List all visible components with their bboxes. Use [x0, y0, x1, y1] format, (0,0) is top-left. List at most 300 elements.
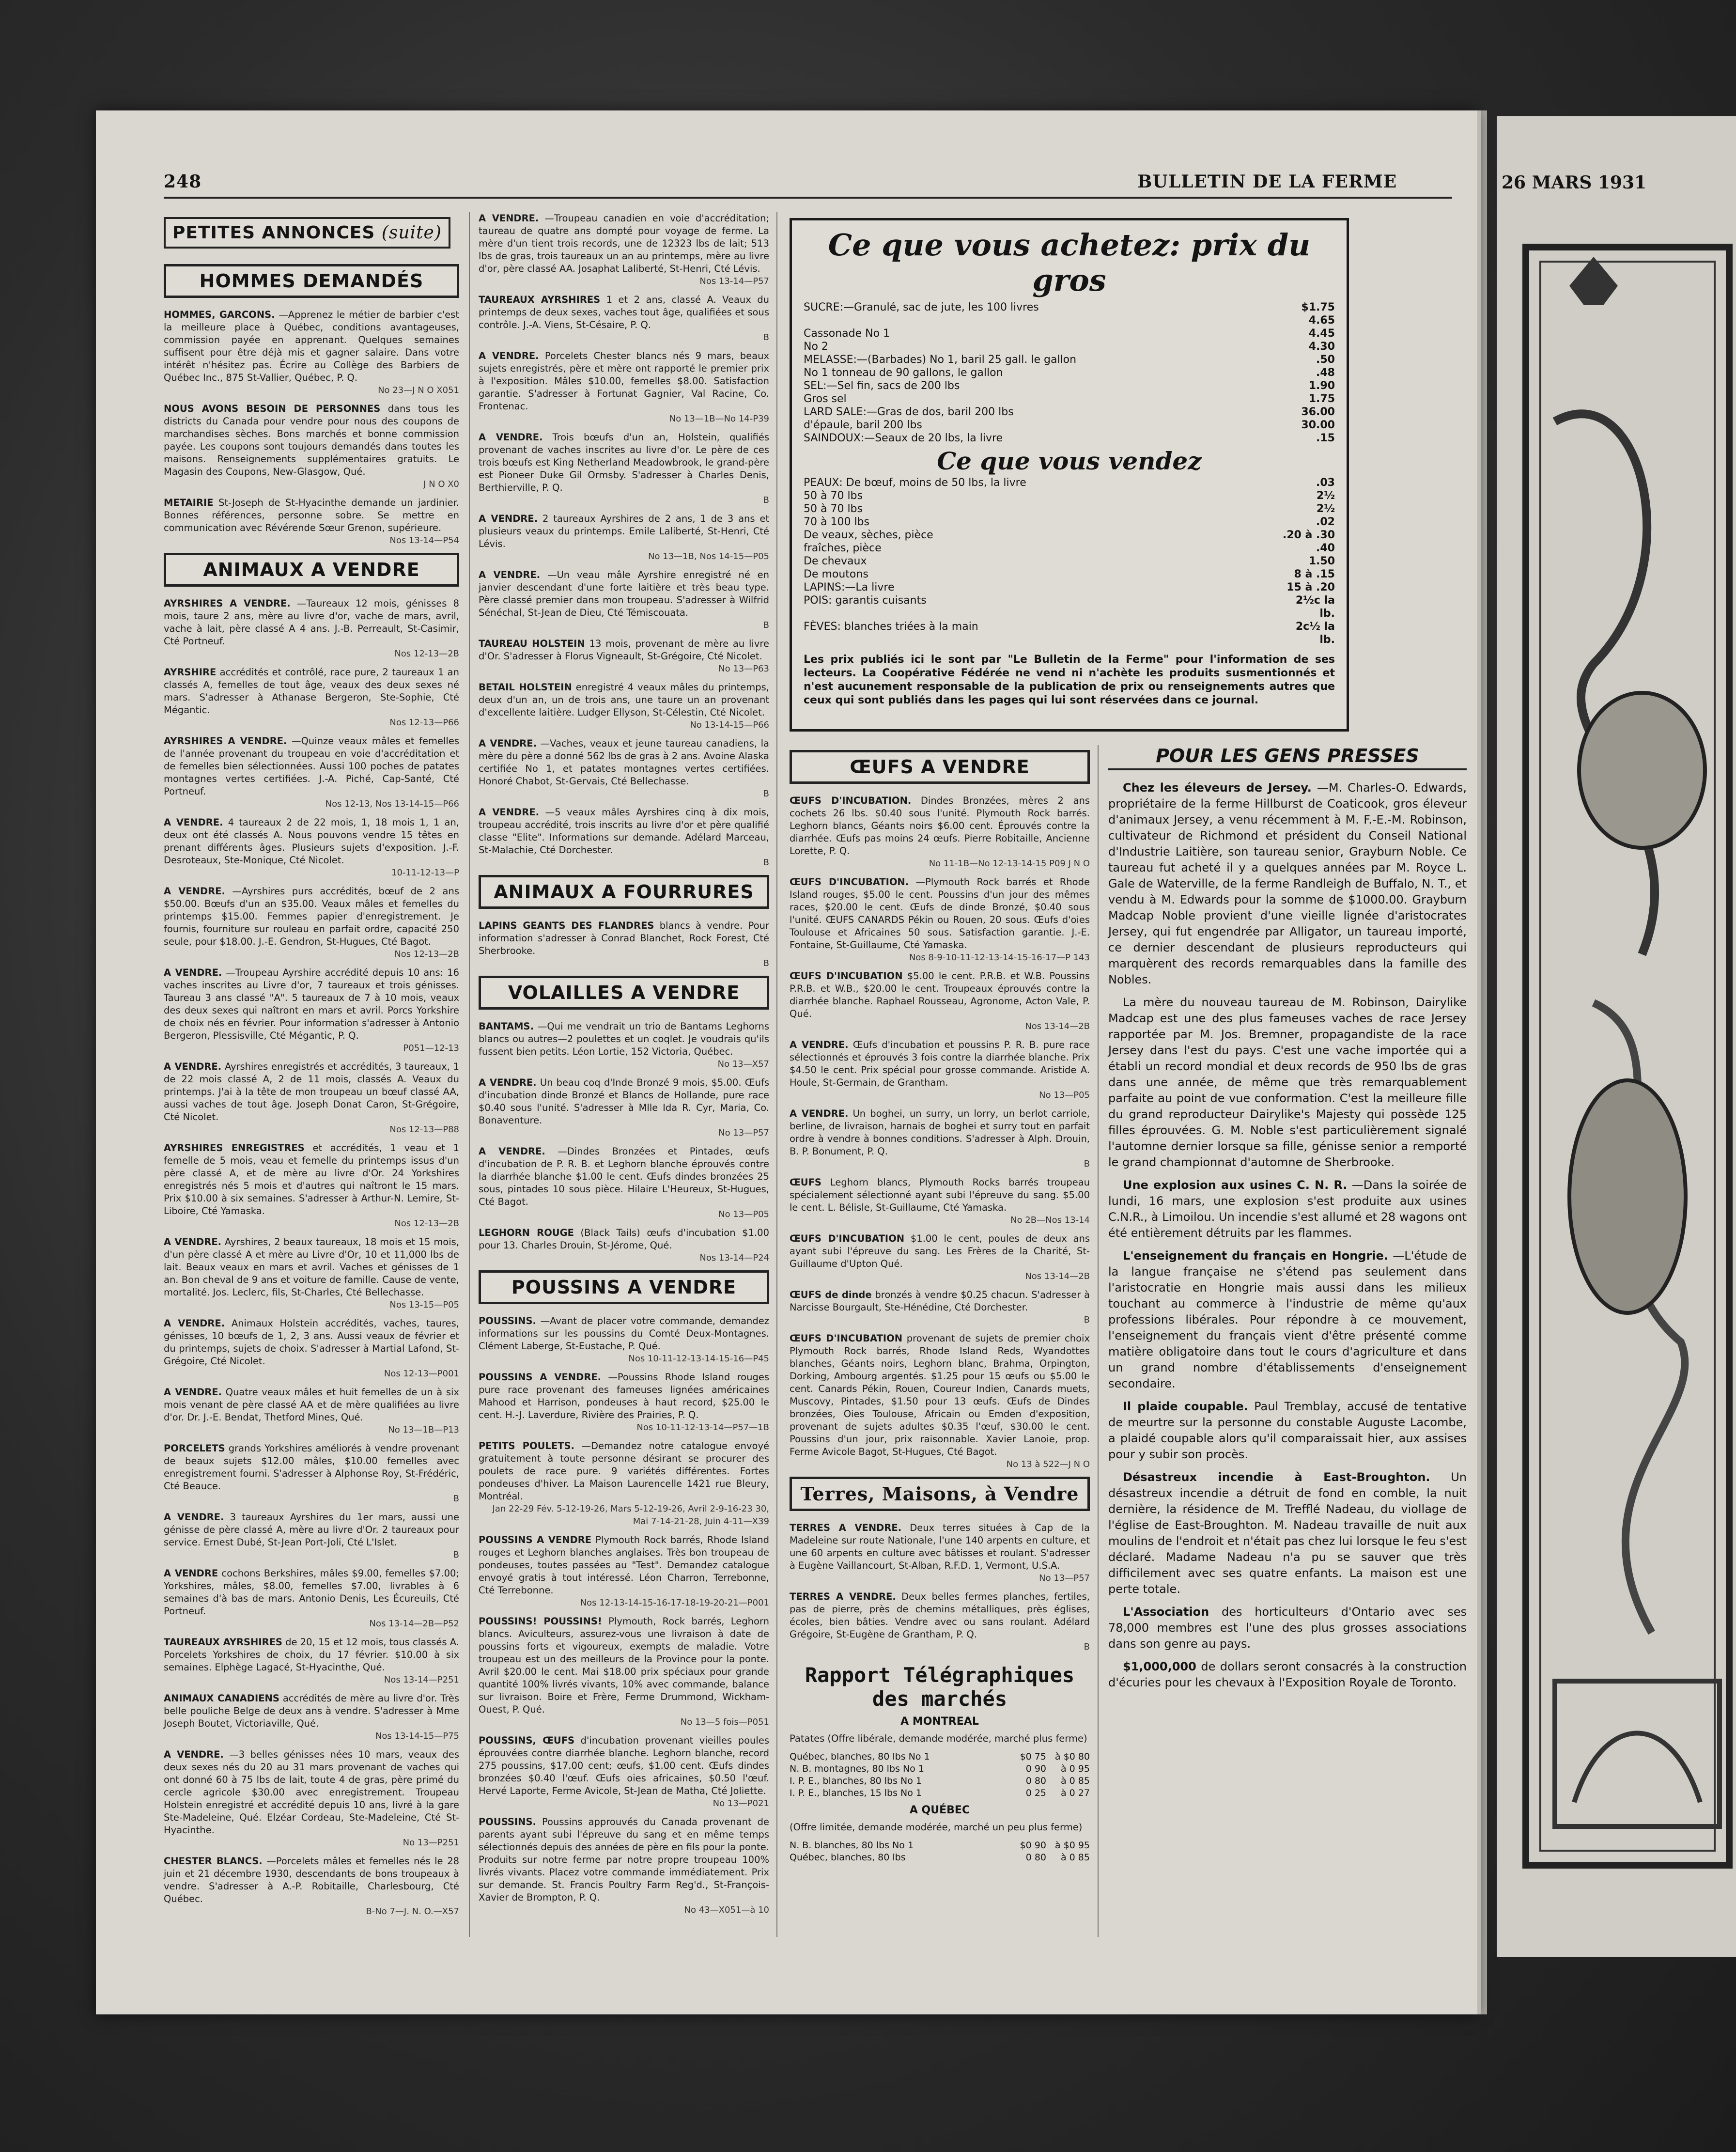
newspaper-page [96, 110, 1477, 2014]
ad-reference: No 43—X051—à 10 [684, 1905, 769, 1915]
hommes-demandes-title: HOMMES DEMANDÉS [164, 264, 459, 298]
classified-ad [479, 350, 769, 425]
ad-reference: Nos 13-15—P05 [389, 1300, 459, 1310]
buy-price-list [804, 301, 1335, 445]
classified-ad [479, 431, 769, 507]
fourrures-ads [479, 920, 769, 970]
price-label: POIS: garantis cuisants [804, 594, 927, 607]
column-rule [776, 212, 777, 1937]
ad-reference: No 13—P021 [713, 1798, 769, 1809]
price-row [804, 620, 1335, 646]
classified-ad [790, 1591, 1090, 1653]
market-row [790, 1751, 1090, 1763]
ad-reference: Nos 8-9-10-11-12-13-14-15-16-17—P 143 [909, 952, 1090, 963]
poussins-ads [479, 1315, 769, 1917]
market-low: 0 80 [1025, 1852, 1046, 1863]
market-label: N. B. blanches, 80 lbs No 1 [790, 1840, 914, 1851]
market-low: 0 80 [1025, 1776, 1046, 1786]
price-value: .40 [1316, 542, 1335, 554]
ad-body: (Black Tails) œufs d'incubation $1.00 pour 13. Charles Drouin, St-Jérome, Qué. [479, 1227, 769, 1251]
ad-body: —Demandez notre catalogue envoyé gratuitement à toute personne désirant se procurer des poulets de race pure. 9 variétés différentes. Fortes pondeuses d'hiver. La Maison Laurencelle 1421 rue Bleury, Montréal. [479, 1440, 769, 1502]
market-label: I. P. E., blanches, 80 lbs No 1 [790, 1776, 922, 1786]
price-row [804, 327, 1335, 340]
ad-body: —Poussins Rhode Island rouges pure race provenant des fameuses lignées américaines Mahood et Harrison, pondeuses à haut record, $25.00 le cent. H.-J. Laverdure, Rivière des Prairies, P. Q. [479, 1372, 769, 1420]
ad-heading: ŒUFS D'INCUBATION [790, 970, 903, 982]
news-item [1108, 995, 1467, 1170]
price-label: FÈVES: blanches triées à la main [804, 621, 978, 633]
price-label: LARD SALE:—Gras de dos, baril 200 lbs [804, 406, 1014, 418]
news-item [1108, 780, 1467, 988]
classified-ad [164, 816, 459, 879]
ad-body: Deux belles fermes planches, fertiles, pas de pierre, près de chemins métalliques, près églises, écoles, bien bâties. Vendre avec ou sans roulant. Adélard Grégoire, St-Eugène de Grantham, P. Q. [790, 1591, 1090, 1640]
volailles-title: VOLAILLES A VENDRE [479, 976, 769, 1010]
classified-ad [164, 497, 459, 547]
ad-heading: A VENDRE. [164, 967, 222, 978]
ad-reference: No 13-14-15—P66 [690, 720, 769, 730]
news-items [1108, 780, 1467, 1691]
ad-reference: Nos 13-14-15—P75 [375, 1731, 459, 1741]
ad-reference: Nos 13-14—P251 [384, 1675, 459, 1685]
ad-body: —3 belles génisses nées 10 mars, veaux des deux sexes nés du 20 au 31 mars provenant de vaches qui ont donné 60 à 75 lbs de lait, toute 4 de gras, père primé du cercle agricole $30.00 avec enregistrement. Troupeau Holstein enregistré et accrédité depuis 10 ans, livré à la gare Ste-Madeleine, Qué. Elzéar Cordeau, Ste-Madeleine, Cté St-Hyacinthe. [164, 1749, 459, 1836]
ad-reference: Nos 10-11-12-13-14—P57—1B [636, 1422, 769, 1433]
ad-reference: Jan 22-29 Fév. 5-12-19-26, Mars 5-12-19-26, Avril 2-9-16-23 30, Mai 7-14-21-28, Juin 4-11—X39 [492, 1504, 769, 1527]
ad-body: Dindes Bronzées, mères 2 ans cochets 26 lbs. $0.40 sous l'unité. Plymouth Rock barrés. Leghorn blancs, Géants noirs $6.00 cent. Éprouvés contre la diarrhée. Œufs pas moins 24 œufs. Pierre Robitaille, Ancienne Lorette, P. Q. [790, 795, 1090, 857]
price-value: 2c½ la lb. [1295, 621, 1335, 646]
ad-heading: PORCELETS [164, 1443, 225, 1454]
ad-reference: Nos 12-13—2B [394, 649, 459, 659]
market-row [790, 1763, 1090, 1775]
classified-ad [790, 1039, 1090, 1102]
market-high: à 0 85 [1061, 1776, 1090, 1786]
ad-reference: Nos 13-14—P54 [389, 535, 459, 546]
market-report-title: Rapport Télégraphiques des marchés [805, 1663, 1075, 1711]
classified-ad [164, 666, 459, 729]
market-row [790, 1852, 1090, 1864]
classified-ad [479, 212, 769, 288]
prices-note: Les prix publiés ici le sont par "Le Bulletin de la Ferme" pour l'information de ses lecteurs. La Coopérative Fédérée ne vend ni n'achète les produits susmentionnés et n'est aucunement responsable de la publication de prix ou renseignements autres que ceux qui sont publiés dans les pages qui lui sont réservées dans ce journal. [804, 654, 1335, 706]
price-value: 36.00 [1301, 406, 1335, 418]
market-high: à $0 95 [1054, 1840, 1090, 1851]
price-label: SEL:—Sel fin, sacs de 200 lbs [804, 380, 960, 392]
price-label: Gros sel [804, 393, 847, 405]
ad-body: Plymouth Rock barrés, Rhode Island rouges et Leghorn blanches anglaises. Très bon troupeau de pondeuses, toutes passées au "Test". Demandez catalogue envoyé gratis à tout intéressé. Léon Charron, Terrebonne, Cté Terrebonne. [479, 1534, 770, 1596]
market-high: à 0 95 [1061, 1763, 1090, 1774]
classified-ad [790, 876, 1090, 964]
news-body: Paul Tremblay, accusé de tentative de meurtre sur la personne du constable Auguste Lacombe, a plaidé coupable alors qu'il comparaissait hier, aux assises pour y subir son procès. [1108, 1400, 1467, 1461]
ad-heading: A VENDRE. [164, 1061, 222, 1072]
quebec-market-table [790, 1840, 1090, 1864]
ad-heading: A VENDRE. [164, 1512, 224, 1523]
ad-body: 2 taureaux Ayrshires de 2 ans, 1 de 3 ans et plusieurs veaux du printemps. Emile Laliberté, St-Henri, Cté Lévis. [479, 513, 770, 549]
price-label: SUCRE:—Granulé, sac de jute, les 100 livres [804, 301, 1039, 313]
price-value: 8 à .15 [1294, 568, 1335, 580]
price-label: 50 à 70 lbs [804, 490, 863, 502]
ad-reference: No 13—P05 [718, 1209, 769, 1219]
price-label: No 1 tonneau de 90 gallons, le gallon [804, 367, 1003, 379]
ad-body: Un beau coq d'Inde Bronzé 9 mois, $5.00. Œufs d'incubation dinde Bronzé et Blancs de Hollande, pure race $0.40 sous l'unité. S'adresser à Mlle Ida R. Cyr, Maria, Co. Bonaventure. [479, 1077, 770, 1126]
column-1 [164, 212, 459, 1924]
price-row [804, 515, 1335, 529]
ad-heading: A VENDRE. [479, 569, 541, 580]
classified-ad [479, 1734, 769, 1810]
price-value: 15 à .20 [1286, 581, 1335, 593]
volailles-ads [479, 1020, 769, 1264]
ad-reference: Nos 13-14—2B [1025, 1271, 1090, 1281]
ad-heading: AYRSHIRES A VENDRE. [164, 598, 291, 609]
ad-body: —Quinze veaux mâles et femelles de l'année provenant du troupeau en voie d'accréditation et de femelles bien sélectionnées. Aussi 100 poches de patates montagnes vertes certifiées. J.-A. Piché, Cap-Santé, Cté Portneuf. [164, 735, 460, 797]
ad-heading: PETITS POULETS. [479, 1440, 574, 1451]
market-high: à 0 85 [1061, 1852, 1090, 1863]
animaux-ads [164, 597, 459, 1918]
price-value: 1.90 [1308, 380, 1335, 392]
classified-ad [790, 795, 1090, 870]
price-value: 1.50 [1308, 555, 1335, 567]
ad-reference: No 11-1B—No 12-13-14-15 P09 J N O [929, 858, 1090, 869]
price-row [804, 594, 1335, 620]
ad-reference: Nos 12-13—P001 [384, 1369, 459, 1379]
ad-reference: Nos 13-14—2B—P52 [369, 1619, 459, 1629]
ad-reference: B [763, 958, 769, 968]
ad-heading: A VENDRE. [164, 1236, 222, 1248]
market-label: Québec, blanches, 80 lbs No 1 [790, 1751, 930, 1762]
news-heading: $1,000,000 [1123, 1660, 1196, 1673]
ad-body: Trois bœufs d'un an, Holstein, qualifiés provenant de vaches inscrites au livre d'or. Le père de ces trois bœufs est King Netherland Meadowbrook, le grand-père est Pioneer Duke Gil Ormsby. S'adresser à Charles Denis, Berthierville, P. Q. [479, 432, 769, 493]
ad-body: provenant de sujets de premier choix Plymouth Rock barrés, Rhode Island Reds, Wyandottes blanches, Géants noirs, Leghorn blanc, Brahma, Orpington, Dorking, Ambourg argentés. $1.25 pour 15 œufs ou $5.00 le cent. Canards Pékin, Rouen, Coureur Indien, Canards muets, Muscovy, Pintades, $1.50 pour 13 œufs. Œufs de Dindes bronzées, Oies Toulouse, Africain ou Emden d'exposition, provenant de sujets adultes $0.35 l'œuf, $30.00 le cent. Poussins d'un jour, prix raisonnable. Xavier Lanoie, prop. Ferme Avicole Bagot, St-Hugues, Cté Bagot. [790, 1333, 1090, 1457]
ad-reference: Nos 13-14—P57 [699, 276, 769, 286]
ad-heading: A VENDRE. [164, 1387, 222, 1398]
classified-ad [164, 967, 459, 1055]
ad-reference: 10-11-12-13—P [391, 868, 459, 878]
price-row [804, 353, 1335, 366]
classified-ad [479, 737, 769, 800]
price-label: fraîches, pièce [804, 542, 882, 554]
classified-ad [164, 1748, 459, 1849]
animaux-fourrures-title: ANIMAUX A FOURRURES [479, 875, 769, 909]
ad-heading: POUSSINS A VENDRE [479, 1534, 592, 1545]
price-value: .48 [1316, 367, 1335, 379]
ad-reference: B [453, 1550, 459, 1560]
column-rule [469, 212, 470, 1937]
classified-ad [164, 597, 459, 660]
classified-ad [479, 681, 769, 732]
news-body: Un désastreux incendie a détruit de fond en comble, la nuit dernière, la résidence de M. Trefflé Nadeau, du viollage de l'église de East-Broughton. M. Nadeau travaille de nuit aux moulins de l'endroit et n'était pas chez lui lorsque le feu s'est déclaré. Madame Nadeau n'a pu se sauver que très difficilement avec ses quatre enfants. La maison est une perte totale. [1108, 1470, 1467, 1596]
ad-heading: TAUREAUX AYRSHIRES [479, 294, 601, 305]
quebec-title: A QUÉBEC [909, 1804, 970, 1816]
column-4 [1108, 745, 1467, 1698]
section-header-label: PETITES ANNONCES [172, 223, 375, 243]
ad-body: —Qui me vendrait un trio de Bantams Leghorns blancs ou autres—2 poulettes et un coqlet. Je voudrais qu'ils fussent bien petits. Léon Lortie, 152 Victoria, Québec. [479, 1021, 770, 1057]
classified-ad [790, 970, 1090, 1033]
classified-ad [164, 309, 459, 397]
price-value: 4.45 [1308, 327, 1335, 340]
pour-les-gens-presses-title: POUR LES GENS PRESSES [1108, 745, 1467, 770]
ad-reference: Nos 12-13—P66 [389, 717, 459, 728]
price-label: No 2 [804, 341, 828, 353]
classified-ad [790, 1522, 1090, 1585]
column-2 [479, 212, 769, 1922]
ad-reference: Nos 13-14—P24 [699, 1253, 769, 1263]
ad-heading: ŒUFS de dinde [790, 1289, 872, 1300]
news-heading: Désastreux incendie à East-Broughton. [1123, 1470, 1430, 1484]
classified-ad [790, 1232, 1090, 1283]
classified-ad [479, 1534, 769, 1609]
market-label: I. P. E., blanches, 15 lbs No 1 [790, 1788, 922, 1798]
news-body: —L'étude de la langue française ne s'étend pas seulement dans l'aristocratie en Hongrie mais aussi dans les milieux touchant au commerce à l'industrie de même qu'aux professions libérales. Pour répondre à ce mouvement, l'enseignement du français vient d'être présenté comme matière obligatoire dans tout le cours d'agriculture et dans un grand nombre d'établissements d'enseignement secondaire. [1108, 1249, 1467, 1390]
price-value: 1.75 [1308, 393, 1335, 405]
ad-heading: HOMMES, GARCONS. [164, 309, 275, 320]
news-item [1108, 1604, 1467, 1652]
ad-body: accrédités de mère au livre d'or. Très belle pouliche Belge de deux ans à vendre. S'adresser à Mme Joseph Boutet, Victoriaville, Qué. [164, 1693, 459, 1729]
montreal-intro: Patates (Offre libérale, demande modérée, marché plus ferme) [790, 1733, 1087, 1744]
news-body: des horticulteurs d'Ontario avec ses 78,000 membres est l'une des plus grosses associations dans son genre au pays. [1108, 1605, 1467, 1651]
ad-body: $5.00 le cent. P.R.B. et W.B. Poussins P.R.B. et W.B., $20.00 le cent. Troupeaux éprouvés contre la diarrhée blanche. Raphael Rousseau, Agronome, Acton Vale, P. Qué. [790, 970, 1090, 1019]
ad-body: Leghorn blancs, Plymouth Rocks barrés troupeau spécialement sélectionné ayant subi l'épreuve du sang. $5.00 le cent. L. Bélisle, St-Guillaume, Cté Yamaska. [790, 1177, 1090, 1213]
ad-heading: LAPINS GEANTS DES FLANDRES [479, 920, 654, 931]
price-row [804, 301, 1335, 314]
news-heading: Chez les éleveurs de Jersey. [1123, 781, 1312, 795]
hommes-ads [164, 309, 459, 547]
price-label: PEAUX: De bœuf, moins de 50 lbs, la livre [804, 477, 1026, 489]
classified-ad [164, 1142, 459, 1230]
facing-page [1497, 116, 1736, 1957]
ad-reference: B [453, 1494, 459, 1504]
ad-heading: AYRSHIRES ENREGISTRES [164, 1142, 305, 1154]
news-heading: Il plaide coupable. [1123, 1400, 1248, 1413]
price-label: De veaux, sèches, pièce [804, 529, 933, 541]
ad-heading: A VENDRE. [479, 738, 537, 749]
ad-heading: BANTAMS. [479, 1021, 534, 1032]
ad-body: —Troupeau Ayrshire accrédité depuis 10 ans: 16 vaches inscrites au Livre d'or, 7 taureaux et trois génisses. Taureau 3 ans classé "A". 5 taureaux de 7 à 10 mois, veaux des deux sexes qui naîtront en mars et avril. Porcs Yorkshire de choix nés en février. Pour information s'adresser à Antonio Bergeron, Plessisville, Cté Mégantic, P. Q. [164, 967, 460, 1041]
ad-body: d'incubation provenant vieilles poules éprouvées contre diarrhée blanche. Leghorn blanche, record 275 poussins, $17.00 cent; œufs, $1.00 cent. Œufs dindes bronzées $0.40 l'œuf. Œufs oies africaines, $0.50 l'œuf. Hervé Laporte, Ferme Avicole, St-Jean de Matha, Cté Joliette. [479, 1735, 769, 1796]
ad-heading: ŒUFS [790, 1177, 822, 1188]
terres-ads [790, 1522, 1090, 1653]
ad-body: enregistré 4 veaux mâles du printemps, deux d'un an, un de trois ans, une taure un an provenant d'excellente laitière. Ludger Ellyson, St-Célestin, Cté Nicolet. [479, 682, 769, 718]
ad-heading: A VENDRE. [479, 432, 543, 443]
ad-heading: A VENDRE [164, 1568, 218, 1579]
news-item [1108, 1469, 1467, 1597]
oeufs-title: ŒUFS A VENDRE [790, 750, 1090, 784]
ad-body: —Un veau mâle Ayrshire enregistré né en janvier descendant d'une forte laitière et très beau type. Père classé premier dans mon troupeau. S'adresser à Wilfrid Sénéchal, St-Jean de Dieu, Cté Témiscouata. [479, 569, 769, 618]
price-label: LAPINS:—La livre [804, 581, 895, 593]
ad-body: Quatre veaux mâles et huit femelles de un à six mois venant de père classé AA et de mère qualifiées au livre d'or. Dr. J.-E. Bendat, Thetford Mines, Qué. [164, 1387, 460, 1423]
classified-ad [164, 1386, 459, 1436]
classified-ad [164, 1317, 459, 1380]
classified-ad [164, 1511, 459, 1561]
ad-reference: B [763, 495, 769, 505]
ad-reference: No 23—J N O X051 [378, 385, 459, 395]
ad-body: accrédités et contrôlé, race pure, 2 taureaux 1 an classés A, femelles de tout âge, veaux des deux sexes né mars. S'adresser à Athanase Bergeron, Ste-Sophie, Cté Mégantic. [164, 667, 459, 716]
classified-ad [479, 1440, 769, 1528]
ad-reference: No 13—X57 [717, 1059, 769, 1069]
ad-body: 13 mois, provenant de mère au livre d'Or. S'adresser à Florus Vigneault, St-Grégoire, Cté Nicolet. [479, 638, 769, 662]
ad-body: Porcelets Chester blancs nés 9 mars, beaux sujets enregistrés, père et mère ont rapporté le premier prix à l'exposition. Mâles $10.00, femelles $8.00. Satisfaction garantie. S'adresser à Fortunat Gagnier, Val Racine, Co. Frontenac. [479, 350, 770, 412]
ad-body: 3 taureaux Ayrshires du 1er mars, aussi une génisse de père classé A, mère au livre d'Or. 2 taureaux pour service. Ernest Dubé, St-Jean Port-Joli, Cté L'Islet. [164, 1512, 459, 1548]
market-label: Québec, blanches, 80 lbs [790, 1852, 906, 1863]
news-body: —Dans la soirée de lundi, 16 mars, une explosion s'est produite aux usines C.N.R., à Limoilou. Un incendie s'est allumé et 28 wagons ont été entièrement détruits par les flammes. [1108, 1178, 1467, 1240]
ad-heading: ŒUFS D'INCUBATION [790, 1233, 905, 1244]
classified-ad [790, 1289, 1090, 1326]
poussins-title: POUSSINS A VENDRE [479, 1270, 769, 1304]
ad-body: —Vaches, veaux et jeune taureau canadiens, la mère du père a donné 562 lbs de gras à 2 ans. Avoine Alaska certifiée No 1, et patates montagnes vertes certifiées. Honoré Chabot, St-Gervais, Cté Bellechasse. [479, 738, 770, 787]
market-high: à 0 27 [1061, 1788, 1090, 1798]
ad-body: $1.00 le cent, poules de deux ans ayant subi l'épreuve du sang. Les Frères de la Charité, St-Guillaume d'Upton Qué. [790, 1233, 1090, 1269]
market-row [790, 1840, 1090, 1852]
classified-ad [164, 1236, 459, 1311]
price-row [804, 432, 1335, 445]
classified-ad [790, 1107, 1090, 1170]
price-value: 4.30 [1308, 341, 1335, 353]
ad-heading: AYRSHIRE [164, 667, 217, 678]
price-value: .03 [1316, 477, 1335, 489]
page-edge [1477, 110, 1487, 2014]
ad-body: blancs à vendre. Pour information s'adresser à Conrad Blanchet, Rock Forest, Cté Sherbrooke. [479, 920, 769, 956]
ad-reference: No 13 à 522—J N O [1006, 1459, 1090, 1469]
price-row [804, 581, 1335, 594]
classified-ad [479, 569, 769, 632]
ad-body: 4 taureaux 2 de 22 mois, 1, 18 mois 1, 1 an, deux ont été classés A. Nous pouvons vendre 15 têtes en prenant différents âges. Plusieurs sujets d'exposition. J.-F. Desroteaux, Ste-Monique, Cté Nicolet. [164, 817, 460, 866]
price-label: Cassonade No 1 [804, 327, 890, 340]
oeufs-ads [790, 795, 1090, 1471]
ad-body: Ayrshires enregistrés et accrédités, 3 taureaux, 1 de 22 mois classé A, 2 de 11 mois, classés A. Veaux du printemps. J'ai à la tête de mon troupeau un bœuf classé AA, aussi vaches de tout âge. Joseph Donat Caron, St-Grégoire, Cté Nicolet. [164, 1061, 460, 1123]
ad-heading: ŒUFS D'INCUBATION. [790, 876, 909, 888]
classified-ad [164, 885, 459, 961]
price-value: 2½ [1316, 503, 1335, 515]
price-row [804, 489, 1335, 502]
ad-reference: Nos 12-13—2B [394, 949, 459, 959]
market-row [790, 1775, 1090, 1787]
classified-ad [479, 1076, 769, 1139]
price-row [804, 379, 1335, 392]
ad-heading: ANIMAUX CANADIENS [164, 1693, 279, 1704]
column-rule [1098, 745, 1099, 1937]
price-row [804, 542, 1335, 555]
ad-body: Poussins approuvés du Canada provenant de parents ayant subi l'épreuve du sang et en même temps sélectionnés depuis des années de père en fils pour la ponte. Produits sur notre ferme par notre propre troupeau 100% livrés vivants. Placez votre commande immédiatement. Prix sur demande. St. Francis Poultry Farm Reg'd., St-François-Xavier de Brompton, P. Q. [479, 1816, 769, 1903]
price-row [804, 529, 1335, 542]
ad-body: Un boghei, un surry, un lorry, un berlot carriole, berline, de livraison, harnais de boghei et surry tout en parfait ordre à vendre à bonnes conditions. S'adresser à Alph. Drouin, B. P. Bonument, P. Q. [790, 1108, 1090, 1157]
ad-reference: B [1084, 1642, 1090, 1652]
price-row [804, 366, 1335, 379]
ad-body: —5 veaux mâles Ayrshires cinq à dix mois, troupeau accrédité, trois inscrits au livre d'or et père qualifié classe "Elite". Informations sur demande. Adélard Marceau, St-Malachie, Cté Dorchester. [479, 807, 769, 856]
news-body: La mère du nouveau taureau de M. Robinson, Dairylike Madcap est une des plus fameuses vaches de race Jersey rapportée par M. Jos. Bremner, propagandiste de la race Jersey dans l'est du pays. C'est une vache importée qui a établi un record mondial et deux records de 950 lbs de gras dans une année, de même que très remarquablement parfaite au point de vue conformation. C'est la meilleure fille du grand reproducteur Dairylike's Majesty qui possède 125 filles éprouvées. G. M. Noble s'est particulièrement signalé l'automne dernier lorsque sa fille, génisse senior a remporté le grand championnat d'automne de Sherbrooke. [1108, 996, 1467, 1169]
price-value: .02 [1316, 516, 1335, 528]
ad-body: —Troupeau canadien en voie d'accréditation; taureau de quatre ans dompté pour voyage de ferme. La mère d'un tient trois records, une de 12323 lbs de lait; 513 lbs de gras, trois taureaux un an au printemps, mère au livre d'or, père classé AA. Josaphat Laliberté, St-Henri, Cté Lévis. [479, 213, 769, 274]
classified-ad [479, 1227, 769, 1264]
market-low: 0 25 [1025, 1788, 1046, 1798]
ad-reference: No 13—P57 [718, 1128, 769, 1138]
classified-ad [479, 1020, 769, 1071]
price-label: 70 à 100 lbs [804, 516, 869, 528]
news-item [1108, 1399, 1467, 1463]
ad-heading: A VENDRE. [164, 1318, 225, 1329]
ad-reference: Nos 12-13—2B [394, 1218, 459, 1229]
ad-reference: Nos 13-14—2B [1025, 1021, 1090, 1031]
page-number: 248 [164, 172, 202, 192]
ad-heading: LEGHORN ROUGE [479, 1227, 574, 1238]
classified-ad [479, 1816, 769, 1917]
price-value: .20 à .30 [1282, 529, 1335, 541]
ad-reference: No 13—P63 [718, 664, 769, 674]
price-label: 50 à 70 lbs [804, 503, 863, 515]
ad-reference: No 13—P57 [1039, 1573, 1090, 1583]
classified-ad [164, 403, 459, 491]
ad-heading: AYRSHIRES A VENDRE. [164, 735, 287, 747]
ad-reference: B [1084, 1315, 1090, 1325]
price-row [804, 476, 1335, 489]
market-row [790, 1787, 1090, 1799]
classified-ad [479, 806, 769, 869]
ad-reference: No 13—1B, Nos 14-15—P05 [648, 551, 769, 561]
price-value: 2½ [1316, 490, 1335, 502]
news-heading: L'Association [1123, 1605, 1209, 1619]
market-low: $0 75 [1020, 1751, 1046, 1762]
ad-body: bronzés à vendre $0.25 chacun. S'adresser à Narcisse Bourgault, Ste-Hénédine, Cté Dorchester. [790, 1289, 1090, 1313]
col2-ads [479, 212, 769, 869]
price-row [804, 502, 1335, 515]
ad-body: Animaux Holstein accrédités, vaches, taures, génisses, 10 bœufs de 1, 2, 3 ans. Aussi veaux de février et du printemps, sujets de choix. S'adresser à Martial Lafond, St-Grégoire, Cté Nicolet. [164, 1318, 459, 1367]
ad-body: —Plymouth Rock barrés et Rhode Island rouges, $5.00 le cent. Poussins d'un jour des mêmes races, $20.00 le cent. Œufs de dinde Bronzé, $0.40 sous l'unité. ŒUFS CANARDS Pékin ou Rouen, 20 sous. Œufs d'oies Toulouse et Africaines 50 sous. Satisfaction garantie. J.-E. Fontaine, St-Guillaume, Cté Yamaska. [790, 876, 1090, 951]
price-label: SAINDOUX:—Seaux de 20 lbs, la livre [804, 432, 1003, 444]
ad-reference: B-No 7—J. N. O.—X57 [366, 1906, 459, 1917]
price-value: 30.00 [1301, 419, 1335, 431]
ad-heading: A VENDRE. [479, 213, 539, 224]
facing-page-date: 26 MARS 1931 [1502, 172, 1647, 193]
ad-body: St-Joseph de St-Hyacinthe demande un jardinier. Bonnes références, personne sobre. Se mettre en communication avec Révérende Sœur Grenon, supérieure. [164, 497, 460, 533]
classified-ad [164, 1855, 459, 1918]
ad-heading: A VENDRE. [479, 513, 538, 524]
classified-ad [164, 1060, 459, 1136]
ad-heading: BETAIL HOLSTEIN [479, 682, 572, 693]
ad-heading: ŒUFS D'INCUBATION [790, 1333, 903, 1344]
classified-ad [479, 1315, 769, 1365]
market-high: à $0 80 [1054, 1751, 1090, 1762]
ad-body: —Porcelets mâles et femelles nés le 28 juin et 21 décembre 1930, descendants de bons troupeaux à vendre. S'adresser à A.-P. Robitaille, Charlesbourg, Cté Québec. [164, 1856, 460, 1904]
ad-heading: A VENDRE. [479, 1146, 545, 1157]
sell-price-list [804, 476, 1335, 646]
market-low: $0 90 [1020, 1840, 1046, 1851]
news-heading: Une explosion aux usines C. N. R. [1123, 1178, 1348, 1192]
header-rule [164, 197, 1452, 199]
ad-body: Deux terres situées à Cap de la Madeleine sur route Nationale, l'une 140 arpents en culture, et une 60 arpents en culture avec bâtisses et roulant. S'adresser à Eugène Vaillancourt, St-Alban, R.F.D. 1, Vermont, U.S.A. [790, 1522, 1090, 1571]
classified-ad [164, 1636, 459, 1686]
ad-heading: A VENDRE. [479, 1077, 537, 1088]
ad-heading: A VENDRE. [164, 1749, 224, 1760]
price-label: De moutons [804, 568, 868, 580]
ad-body: grands Yorkshires améliorés à vendre provenant de beaux sujets $12.00 mâles, $10.00 femelles avec enregistrement fourni. S'adresser à Alphonse Roy, St-Frédéric, Cté Beauce. [164, 1443, 459, 1492]
market-low: 0 90 [1025, 1763, 1046, 1774]
ad-reference: No 13—1B—P13 [388, 1425, 459, 1435]
ad-reference: B [763, 858, 769, 868]
section-header [164, 217, 450, 249]
prices-buy-title: Ce que vous achetez: prix du gros [828, 227, 1311, 298]
ad-body: —Apprenez le métier de barbier c'est la meilleure place à Québec, conditions avantageuses, commission payée en apprenant. Quelques semaines suffisent pour être déjà mis et gagner salaire. Dans votre intérêt n'hésitez pas. Écrire au Collège des Barbiers de Québec Inc., 875 St-Vallier, Québec, P. Q. [164, 309, 459, 383]
ad-body: —Taureaux 12 mois, génisses 8 mois, taure 2 ans, mère au livre d'or, vache de mars, avril, vache à lait, père classé A 4 ans. J.-B. Perreault, St-Casimir, Cté Portneuf. [164, 598, 459, 647]
ad-reference: B [1084, 1159, 1090, 1169]
montreal-market-table [790, 1751, 1090, 1799]
facing-page-illustration [1497, 228, 1736, 1923]
ad-reference: No 13—P05 [1039, 1090, 1090, 1100]
ad-reference: B [763, 332, 769, 343]
column-3 [790, 745, 1090, 1864]
classified-ad [479, 1615, 769, 1729]
section-header-suffix: (suite) [381, 223, 442, 243]
ad-reference: Nos 10-11-12-13-14-15-16—P45 [628, 1354, 769, 1364]
ad-body: Œufs d'incubation et poussins P. R. B. pure race sélectionnés et éprouvés 3 fois contre la diarrhée blanche. Prix $4.50 le cent. Prix spécial pour grosse commande. Aristide A. Houle, St-Germain, de Grantham. [790, 1039, 1090, 1088]
ad-body: de 20, 15 et 12 mois, tous classés A. Porcelets Yorkshires de choix, du 17 février. $10.00 à six semaines. Elphège Lagacé, St-Hyacinthe, Qué. [164, 1637, 459, 1673]
ad-heading: A VENDRE. [790, 1108, 849, 1119]
price-label: d'épaule, baril 200 lbs [804, 419, 922, 431]
ad-heading: TAUREAUX AYRSHIRES [164, 1637, 282, 1648]
ad-body: cochons Berkshires, mâles $9.00, femelles $7.00; Yorkshires, mâles, $8.00, femelles $7.00, livrables à 6 semaines d'à bas de mars. Antonio Denis, Les Écureuils, Cté Portneuf. [164, 1568, 459, 1617]
